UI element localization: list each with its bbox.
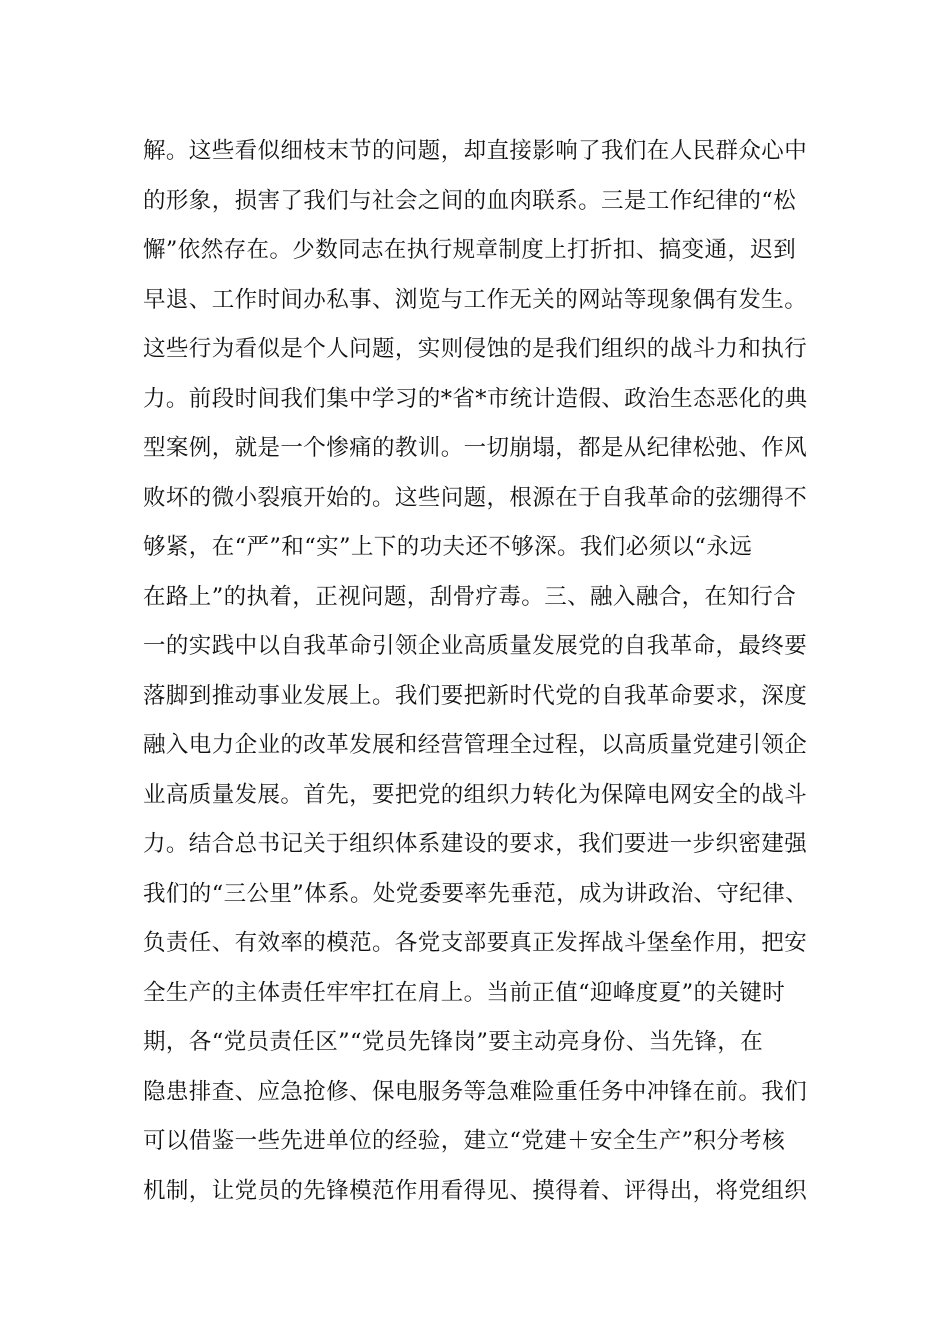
text-line: 全生产的主体责任牢牢扛在肩上。当前正值“迎峰度夏”的关键时 [143,979,786,1006]
text-line: 这些行为看似是个人问题，实则侵蚀的是我们组织的战斗力和执行 [143,336,808,362]
text-line: 负责任、有效率的模范。各党支部要真正发挥战斗堡垒作用，把安 [143,930,808,956]
text-line: 在路上”的执着，正视问题，刮骨疗毒。三、融入融合，在知行合 [143,583,797,610]
text-line: 力。结合总书记关于组织体系建设的要求，我们要进一步织密建强 [143,831,808,857]
text-line: 早退、工作时间办私事、浏览与工作无关的网站等现象偶有发生。 [143,286,808,313]
text-line: 落脚到推动事业发展上。我们要把新时代党的自我革命要求，深度 [143,682,808,709]
text-line: 型案例，就是一个惨痛的教训。一切崩塌，都是从纪律松弛、作风 [143,435,808,461]
text-line: 力。前段时间我们集中学习的*省*市统计造假、政治生态恶化的典 [143,385,808,412]
text-line: 业高质量发展。首先，要把党的组织力转化为保障电网安全的战斗 [143,781,808,808]
body-text [143,127,833,1216]
text-line: 机制，让党员的先锋模范作用看得见、摸得着、评得出，将党组织 [143,1177,808,1204]
text-line: 期，各“党员责任区”“党员先锋岗”要主动亮身份、当先锋，在 [143,1029,764,1055]
text-line: 解。这些看似细枝末节的问题，却直接影响了我们在人民群众心中 [143,138,808,164]
text-line: 够紧，在“严”和“实”上下的功夫还不够深。我们必须以“永远 [143,534,753,560]
text-line: 可以借鉴一些先进单位的经验，建立“党建＋安全生产”积分考核 [143,1128,786,1154]
text-line: 懈”依然存在。少数同志在执行规章制度上打折扣、搞变通，迟到 [143,237,797,263]
text-line: 的形象，损害了我们与社会之间的血肉联系。三是工作纪律的“松 [143,187,797,214]
text-line: 隐患排查、应急抢修、保电服务等急难险重任务中冲锋在前。我们 [143,1078,808,1105]
text-line: 败坏的微小裂痕开始的。这些问题，根源在于自我革命的弦绷得不 [143,484,808,511]
text-line: 融入电力企业的改革发展和经营管理全过程，以高质量党建引领企 [143,732,808,758]
text-line: 我们的“三公里”体系。处党委要率先垂范，成为讲政治、守纪律、 [143,880,809,907]
text-line: 一的实践中以自我革命引领企业高质量发展党的自我革命，最终要 [143,633,808,659]
